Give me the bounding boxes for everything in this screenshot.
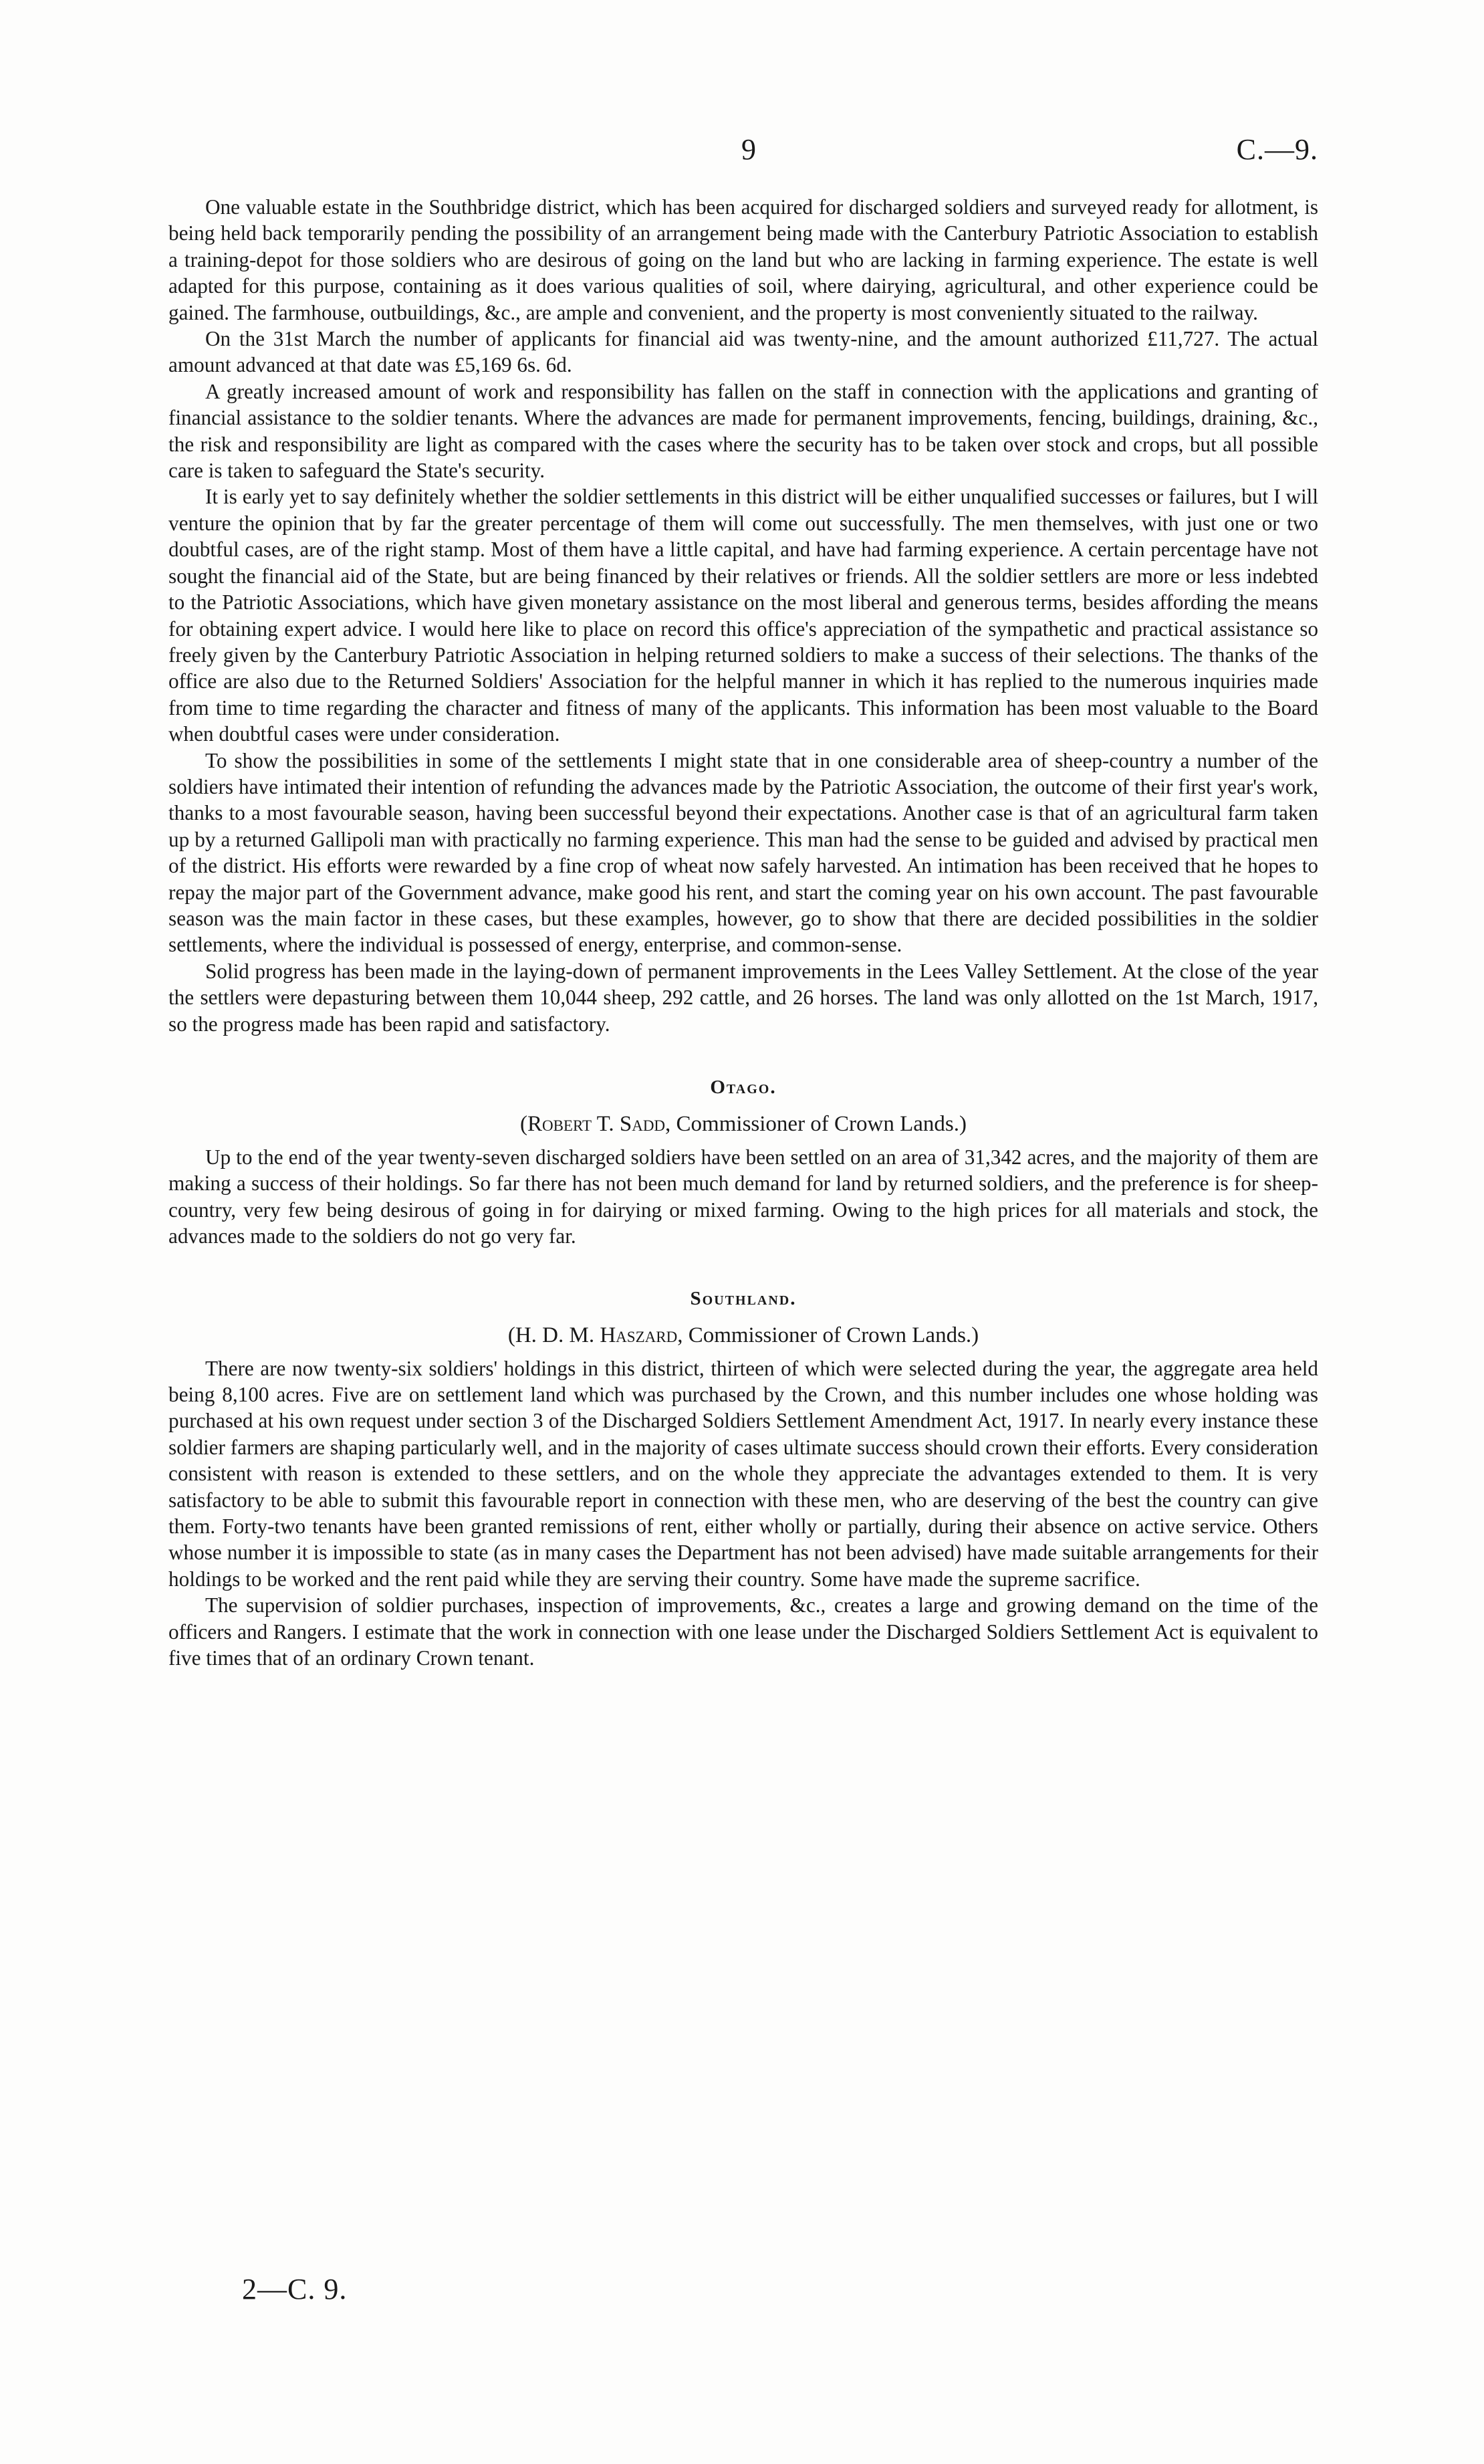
southland-commissioner-title: , Commissioner of Crown Lands.): [677, 1323, 979, 1347]
paragraph-settlement-outlook: It is early yet to say definitely whether the soldier settlements in this district will be either unqualified successes or failures, but I will venture the opinion that by far the greater percentage of them will come out successfully. The men themselves, with just one or two doubtful cases, are of the right stamp. Most of them have a little capital, and have had farming experience. A certain percentage have not sought the financial aid of the State, but are being financed by their relatives or friends. All the soldier settlers are more or less indebted to the Patriotic Associations, which have given monetary assistance on the most liberal and generous terms, besides affording the means for obtaining expert advice. I would here like to place on record this office's appreciation of the sympathetic and practical assistance so freely given by the Canterbury Patriotic Association in helping returned soldiers to make a success of their selections. The thanks of the office are also due to the Returned Soldiers' Association for the helpful manner in which it has replied to the numerous inquiries made from time to time regarding the character and fitness of many of the applicants. This information has been most valuable to the Board when doubtful cases were under consideration.: [168, 485, 1318, 746]
document-code: C.—9.: [1236, 133, 1318, 166]
paragraph-otago-report: Up to the end of the year twenty-seven discharged soldiers have been settled on an area of 31,342 acres, and the majority of them are making a success of their holdings. So far there has not been much demand for land by returned soldiers, and the preference is for sheep-country, very few being desirous of going in for dairying or mixed farming. Owing to the high prices for all materials and stock, the advances made to the soldiers do not go very far.: [168, 1145, 1318, 1248]
paragraph-southland-supervision: The supervision of soldier purchases, inspection of improvements, &c., creates a large and growing demand on the time of the officers and Rangers. I estimate that the work in connection with one lease under the Discharged Soldiers Settlement Act is equivalent to five times that of an ordinary Crown tenant.: [168, 1593, 1318, 1670]
paragraph-lees-valley: Solid progress has been made in the laying-down of permanent improvements in the Lees Valley Settlement. At the close of the year the settlers were depasturing between them 10,044 sheep, 292 cattle, and 26 horses. The land was only allotted on the 1st March, 1917, so the progress made has been rapid and satisfactory.: [168, 959, 1318, 1036]
paragraph-applicants-financial-aid: On the 31st March the number of applicants for financial aid was twenty-nine, and the amount authorized £11,727. The actual amount advanced at that date was £5,169 6s. 6d.: [168, 327, 1318, 377]
signature-code: 2—C. 9.: [242, 2273, 348, 2306]
paragraph-staff-responsibility: A greatly increased amount of work and responsibility has fallen on the staff in connection with the applications and granting of financial assistance to the soldier tenants. Where the advances are made for permanent improvements, fencing, buildings, draining, &c., the risk and responsibility are light as compared with the cases where the security has to be taken over stock and crops, but all possible care is taken to safeguard the State's security.: [168, 379, 1318, 483]
otago-commissioner-open: (: [519, 1112, 527, 1136]
paragraph-southbridge-estate: One valuable estate in the Southbridge district, which has been acquired for discharged soldiers and surveyed ready for allotment, is being held back temporarily pending the possibility of an arrangement being made with the Canterbury Patriotic Association to establish a training-depot for those soldiers who are desirous of going on the land but who are lacking in farming experience. The estate is well adapted for this purpose, containing as it does various qualities of soil, where dairying, agricultural, and other experience could be gained. The farmhouse, outbuildings, &c., are ample and convenient, and the property is most conveniently situated to the railway.: [168, 195, 1318, 324]
otago-commissioner-name: Robert T. Sadd: [527, 1112, 666, 1136]
otago-commissioner-title: , Commissioner of Crown Lands.): [665, 1112, 967, 1136]
section-heading-southland: Southland.: [690, 1287, 797, 1309]
paragraph-settlement-possibilities: To show the possibilities in some of the settlements I might state that in one considerable area of sheep-country a number of the soldiers have intimated their intention of refunding the advances made by the Patriotic Association, the outcome of their first year's work, thanks to a most favourable season, having been successful beyond their expectations. Another case is that of an agricultural farm taken up by a returned Gallipoli man with practically no farming experience. This man had the sense to be guided and advised by practical men of the district. His efforts were rewarded by a fine crop of wheat now safely harvested. An intimation has been received that he hopes to repay the major part of the Government advance, make good his rent, and start the coming year on his own account. The past favourable season was the main factor in these cases, but these examples, however, go to show that there are decided possibilities in the soldier settlements, where the individual is possessed of energy, enterprise, and common-sense.: [168, 748, 1318, 957]
paragraph-southland-holdings: There are now twenty-six soldiers' holdings in this district, thirteen of which were selected during the year, the aggregate area held being 8,100 acres. Five are on settlement land which was purchased by the Crown, and this number includes one whose holding was purchased at his own request under section 3 of the Discharged Soldiers Settlement Amendment Act, 1917. In nearly every instance these soldier farmers are shaping particularly well, and in the majority of cases ultimate success should crown their efforts. Every consideration consistent with reason is extended to these settlers, and on the whole they appreciate the advantages extended to them. It is very satisfactory to be able to submit this favourable report in connection with these men, who are deserving of the best the country can give them. Forty-two tenants have been granted remissions of rent, either wholly or partially, during their absence on active service. Others whose number it is impossible to state (as in many cases the Department has not been advised) have made suitable arrangements for their holdings to be worked and the rent paid while they are serving their country. Some have made the supreme sacrifice.: [168, 1356, 1318, 1591]
southland-commissioner-name: H. D. M. Haszard: [515, 1323, 678, 1347]
southland-commissioner-open: (: [507, 1323, 515, 1347]
body-text: [168, 194, 1318, 1672]
section-heading-otago: Otago.: [710, 1077, 777, 1098]
southland-commissioner-line: [168, 1319, 1318, 1351]
page-number: 9: [741, 133, 756, 166]
otago-commissioner-line: [168, 1108, 1318, 1140]
